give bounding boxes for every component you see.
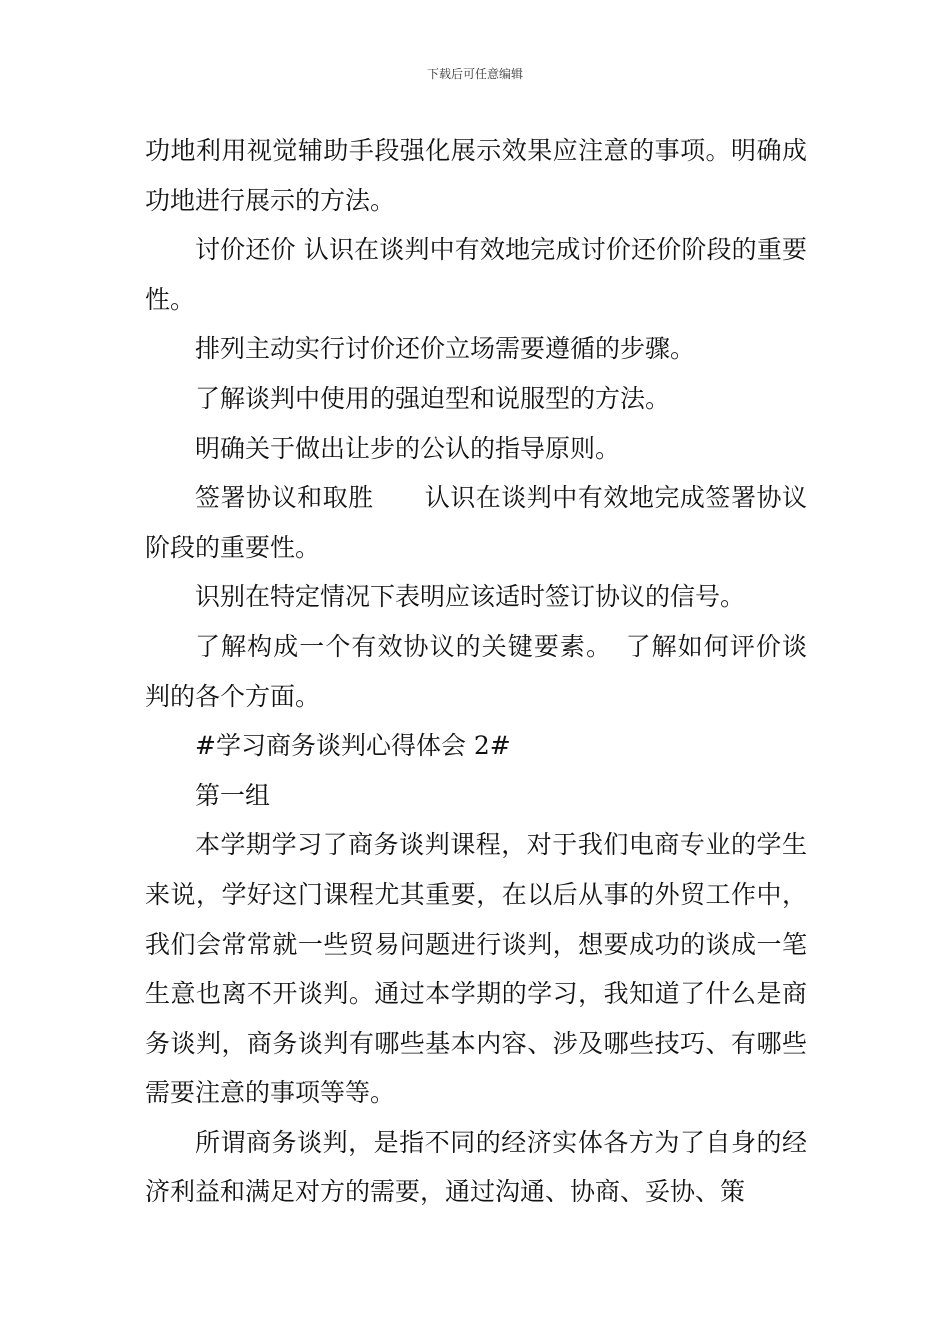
paragraph: 排列主动实行讨价还价立场需要遵循的步骤。 bbox=[195, 334, 696, 364]
paragraph: 了解谈判中使用的强迫型和说服型的方法。 bbox=[195, 383, 671, 413]
group-label: 第一组 bbox=[195, 780, 271, 810]
paragraph: 功地利用视觉辅助手段强化展示效果应注意的事项。明确成功地进行展示的方法。 bbox=[145, 136, 807, 215]
paragraph: 讨价还价 认识在谈判中有效地完成讨价还价阶段的重要性。 bbox=[145, 235, 807, 314]
section-heading: #学习商务谈判心得体会 2# bbox=[195, 731, 511, 761]
paragraph: 本学期学习了商务谈判课程，对于我们电商专业的学生来说，学好这门课程尤其重要，在以后从事的外贸工作中，我们会常常就一些贸易问题进行谈判，想要成功的谈成一笔生意也离不开谈判。通过本学期的学习，我知道了什么是商务谈判，商务谈判有哪些基本内容、涉及哪些技巧、有哪些需要注意的事项等等。 bbox=[145, 830, 807, 1108]
paragraph: 识别在特定情况下表明应该适时签订协议的信号。 bbox=[195, 582, 746, 612]
document-body bbox=[145, 126, 807, 1217]
paragraph: 明确关于做出让步的公认的指导原则。 bbox=[195, 433, 621, 463]
paragraph: 签署协议和取胜 认识在谈判中有效地完成签署协议阶段的重要性。 bbox=[145, 483, 807, 562]
paragraph: 了解构成一个有效协议的关键要素。 了解如何评价谈判的各个方面。 bbox=[145, 631, 807, 711]
paragraph: 所谓商务谈判，是指不同的经济实体各方为了自身的经济利益和满足对方的需要，通过沟通、协商、妥协、策 bbox=[145, 1127, 807, 1207]
page-header: 下载后可任意编辑 bbox=[426, 67, 523, 81]
